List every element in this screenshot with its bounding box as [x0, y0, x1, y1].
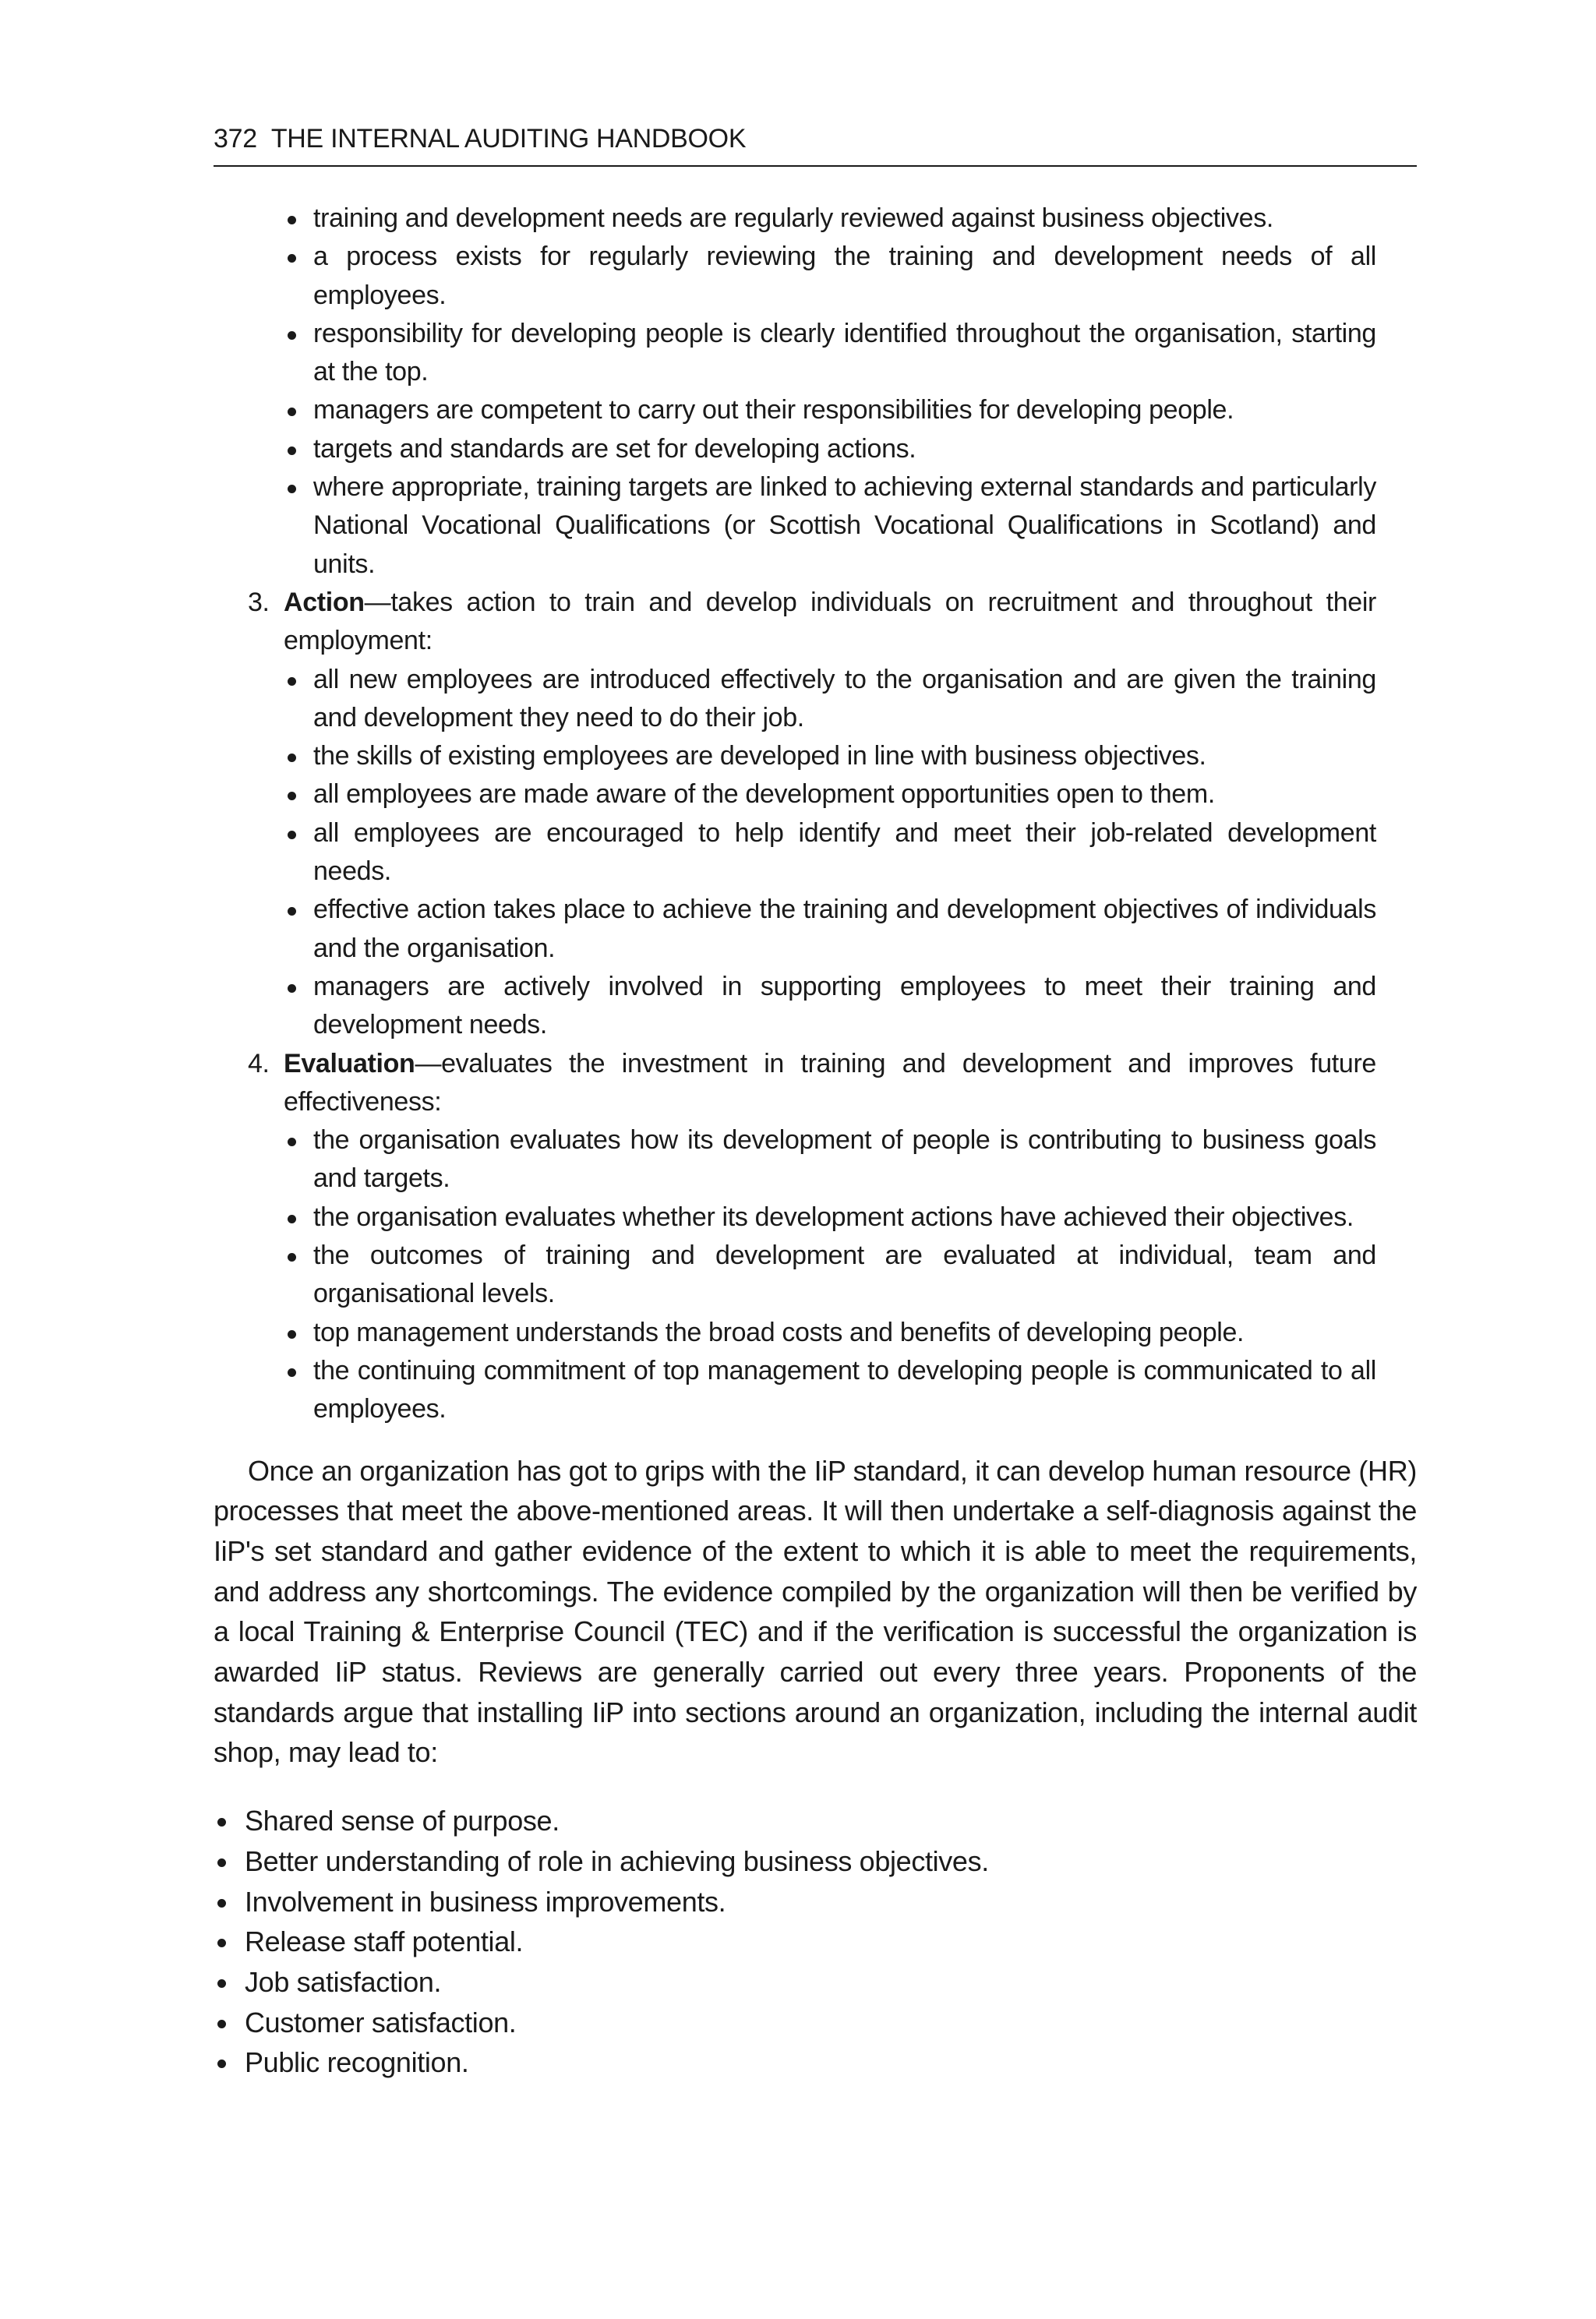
book-title: THE INTERNAL AUDITING HANDBOOK — [270, 124, 747, 154]
page-number: 372 — [214, 124, 257, 154]
section-action — [214, 584, 1376, 661]
section-intro: —takes action to train and develop individuals on recruitment and throughout their employment: — [284, 587, 1376, 656]
list-item: Job satisfaction. — [214, 1962, 1417, 2003]
page-body — [214, 199, 1417, 2083]
list-item: effective action takes place to achieve the training and development objectives of individuals and the organisation. — [284, 891, 1376, 968]
list-item: managers are actively involved in supporting employees to meet their training and development needs. — [284, 968, 1376, 1045]
list-item: the organisation evaluates whether its development actions have achieved their objectives. — [284, 1198, 1376, 1237]
section-evaluation — [214, 1045, 1376, 1122]
body-paragraph: Once an organization has got to grips with the IiP standard, it can develop human resource (HR) processes that meet the above-mentioned areas. It will then undertake a self-diagnosis against the IiP's set standard and gather evidence of the extent to which it is able to meet the requirements, and address any shortcomings. The evidence compiled by the organization will then be verified by a local Training & Enterprise Council (TEC) and if the verification is successful the organization is awarded IiP status. Reviews are generally carried out every three years. Proponents of the standards argue that installing IiP into sections around an organization, including the internal audit shop, may lead to: — [214, 1454, 1417, 1769]
list-item: top management understands the broad costs and benefits of developing people. — [284, 1314, 1376, 1352]
list-item: targets and standards are set for developing actions. — [284, 430, 1376, 468]
section-heading: Evaluation — [284, 1048, 415, 1078]
top-bullet-list — [284, 199, 1417, 584]
list-item: where appropriate, training targets are linked to achieving external standards and particularly National Vocational Qualifications (or Scottish Vocational Qualifications in Scotland) and units. — [284, 468, 1376, 584]
list-item: the continuing commitment of top management to developing people is communicated to all employees. — [284, 1352, 1376, 1429]
list-item: Public recognition. — [214, 2042, 1417, 2083]
list-item: the organisation evaluates how its development of people is contributing to business goals and targets. — [284, 1121, 1376, 1198]
list-item: Involvement in business improvements. — [214, 1882, 1417, 1922]
benefits-list — [214, 1801, 1417, 2083]
evaluation-bullet-list — [284, 1121, 1417, 1428]
section-intro: —evaluates the investment in training and development and improves future effectiveness: — [284, 1048, 1376, 1117]
list-item: all new employees are introduced effectively to the organisation and are given the training and development they need to do their job. — [284, 661, 1376, 738]
list-item: Customer satisfaction. — [214, 2003, 1417, 2043]
list-item: Shared sense of purpose. — [214, 1801, 1417, 1841]
list-item: all employees are encouraged to help identify and meet their job-related development needs. — [284, 814, 1376, 891]
running-header — [214, 123, 1417, 167]
list-item: all employees are made aware of the development opportunities open to them. — [284, 775, 1376, 814]
list-item: the outcomes of training and development are evaluated at individual, team and organisational levels. — [284, 1237, 1376, 1314]
list-item: managers are competent to carry out their responsibilities for developing people. — [284, 391, 1376, 429]
list-item: responsibility for developing people is clearly identified throughout the organisation, starting at the top. — [284, 315, 1376, 392]
list-item: Release staff potential. — [214, 1922, 1417, 1962]
section-number: 3. — [248, 587, 270, 617]
list-item: training and development needs are regularly reviewed against business objectives. — [284, 199, 1376, 238]
list-item: a process exists for regularly reviewing the training and development needs of all employees. — [284, 238, 1376, 315]
section-number: 4. — [248, 1048, 270, 1078]
list-item: the skills of existing employees are developed in line with business objectives. — [284, 737, 1376, 775]
list-item: Better understanding of role in achieving business objectives. — [214, 1841, 1417, 1882]
action-bullet-list — [284, 661, 1417, 1045]
section-heading: Action — [284, 587, 365, 617]
